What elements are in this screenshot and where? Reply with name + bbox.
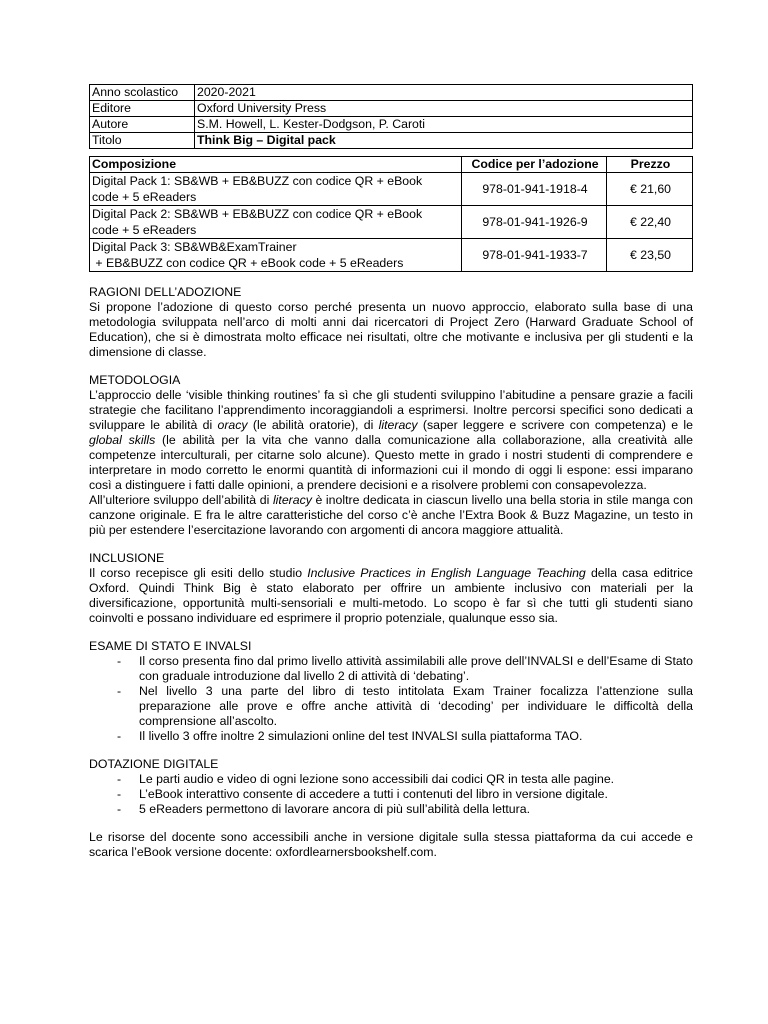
composition-desc	[90, 239, 462, 272]
composition-line: code + 5 eReaders	[92, 190, 197, 204]
text-run: della casa editrice Oxford. Quindi Think Big è stato elaborato per offrire un ambiente inclusivo con materiali per la diversificazione, opportunità multi-sensoriali e multi-metodo. Lo scopo è far sì che tutti gli studenti siano coinvolti e possano individuare ed esprimere il proprio potenziale, qualunque esso sia.	[89, 566, 693, 625]
section-esame	[89, 639, 693, 744]
composition-row	[90, 173, 693, 206]
section-heading: INCLUSIONE	[89, 551, 165, 565]
info-value: S.M. Howell, L. Kester-Dodgson, P. Caroti	[195, 117, 693, 133]
list-item: - Il livello 3 offre inoltre 2 simulazioni online del test INVALSI sulla piattaforma TAO.	[89, 729, 693, 744]
italic-term: global skills	[89, 433, 156, 447]
text-run: Il corso recepisce gli esiti dello studio	[89, 566, 308, 580]
list-item: - Le parti audio e video di ogni lezione sono accessibili dai codici QR in testa alle pagine.	[89, 772, 693, 787]
composition-price: € 23,50	[607, 239, 693, 272]
composition-code: 978-01-941-1918-4	[462, 173, 607, 206]
composition-code: 978-01-941-1926-9	[462, 206, 607, 239]
composition-code: 978-01-941-1933-7	[462, 239, 607, 272]
composition-desc	[90, 173, 462, 206]
info-key: Anno scolastico	[90, 85, 195, 101]
info-row	[90, 85, 693, 101]
section-ragioni	[89, 285, 693, 360]
composition-price: € 22,40	[607, 206, 693, 239]
header-codice: Codice per l’adozione	[462, 157, 607, 173]
composition-line: Digital Pack 1: SB&WB + EB&BUZZ con codice QR + eBook	[92, 174, 423, 188]
info-key: Titolo	[90, 133, 195, 149]
composition-table	[89, 156, 693, 272]
section-metodologia	[89, 373, 693, 538]
list-item: - 5 eReaders permettono di lavorare ancora di più sull’abilità della lettura.	[89, 802, 693, 817]
header-prezzo: Prezzo	[607, 157, 693, 173]
info-table	[89, 84, 693, 149]
composition-row	[90, 239, 693, 272]
section-paragraph	[89, 493, 693, 538]
list-item: - Il corso presenta fino dal primo livello attività assimilabili alle prove dell’INVALSI e dell’Esame di Stato con graduale introduzione dal livello 2 di attività di ‘debating’.	[89, 654, 693, 684]
info-key: Autore	[90, 117, 195, 133]
composition-line: Digital Pack 2: SB&WB + EB&BUZZ con codice QR + eBook	[92, 207, 423, 221]
section-heading: RAGIONI DELL’ADOZIONE	[89, 285, 242, 299]
info-row	[90, 117, 693, 133]
section-heading: ESAME DI STATO E INVALSI	[89, 639, 252, 653]
info-value: Oxford University Press	[195, 101, 693, 117]
composition-row	[90, 206, 693, 239]
text-run: è inoltre dedicata in ciascun livello una bella storia in stile manga con canzone originale. E fra le altre caratteristiche del corso c’è anche l’Extra Book & Buzz Magazine, un testo in più per estendere l’esercitazione lavorando con argomenti di ancora maggiore attualità.	[89, 493, 693, 537]
italic-term: literacy	[378, 418, 418, 432]
text-run: (le abilità per la vita che vanno dalla comunicazione alla collaborazione, alla creatività alle competenze interculturali, per citarne solo alcune). Questo mette in grado i nostri studenti di comprendere e interpretare in modo corretto le enormi quantità di informazioni cui il mondo di oggi li espone: essi imparano così a distinguere i fatti dalle opinioni, a prendere decisioni e a risolvere problemi con consapevolezza.	[89, 433, 693, 492]
composition-line: code + 5 eReaders	[92, 223, 197, 237]
italic-term: literacy	[272, 493, 312, 507]
section-paragraph: Si propone l’adozione di questo corso perché presenta un nuovo approccio, elaborato sulla base di una metodologia sviluppata nell’arco di molti anni dai ricercatori di Project Zero (Harward Graduate School of Education), che si è dimostrata molto efficace nei risultati, oltre che motivante e inclusiva per gli studenti e la dimensione di classe.	[89, 300, 693, 359]
section-heading: METODOLOGIA	[89, 373, 181, 387]
section-dotazione	[89, 757, 693, 817]
info-row	[90, 101, 693, 117]
text-run: (saper leggere e scrivere con competenza) e le	[417, 418, 693, 432]
closing-paragraph: Le risorse del docente sono accessibili anche in versione digitale sulla stessa piattaforma da cui accede e scarica l’eBook versione docente: oxfordlearnersbookshelf.com.	[89, 830, 693, 859]
info-row	[90, 133, 693, 149]
info-key: Editore	[90, 101, 195, 117]
list-item: - Nel livello 3 una parte del libro di testo intitolata Exam Trainer focalizza l’attenzione sulla preparazione alle prove e offre anche attività di ‘decoding’ per individuare le difficoltà della comprensione all’ascolto.	[89, 684, 693, 729]
section-paragraph	[89, 566, 693, 626]
info-value-title: Think Big – Digital pack	[195, 133, 693, 149]
text-run: L’approccio delle ‘visible thinking routines’ fa sì che gli studenti sviluppino l’abitudine a pensare grazie a facili strategie che facilitano l’apprendimento incoraggiandoli a esprimersi. Inoltre percorsi specifici sono dedicati a sviluppare le abilità di	[89, 388, 693, 432]
composition-header-row	[90, 157, 693, 173]
text-run: (le abilità oratorie), di	[247, 418, 379, 432]
composition-price: € 21,60	[607, 173, 693, 206]
section-inclusione	[89, 551, 693, 626]
text-run: All’ulteriore sviluppo dell’abilità di	[89, 493, 273, 507]
dash-list	[89, 654, 693, 744]
document-page	[89, 84, 693, 860]
italic-term: Inclusive Practices in English Language Teaching	[307, 566, 586, 580]
composition-line: + EB&BUZZ con codice QR + eBook code + 5 eReaders	[92, 256, 404, 270]
section-chiusura	[89, 830, 693, 860]
dash-list	[89, 772, 693, 817]
composition-desc	[90, 206, 462, 239]
section-heading: DOTAZIONE DIGITALE	[89, 757, 219, 771]
section-paragraph	[89, 388, 693, 493]
info-value: 2020-2021	[195, 85, 693, 101]
list-item: - L’eBook interattivo consente di accedere a tutti i contenuti del libro in versione digitale.	[89, 787, 693, 802]
composition-line: Digital Pack 3: SB&WB&ExamTrainer	[92, 240, 297, 254]
italic-term: oracy	[217, 418, 248, 432]
header-composizione: Composizione	[90, 157, 462, 173]
